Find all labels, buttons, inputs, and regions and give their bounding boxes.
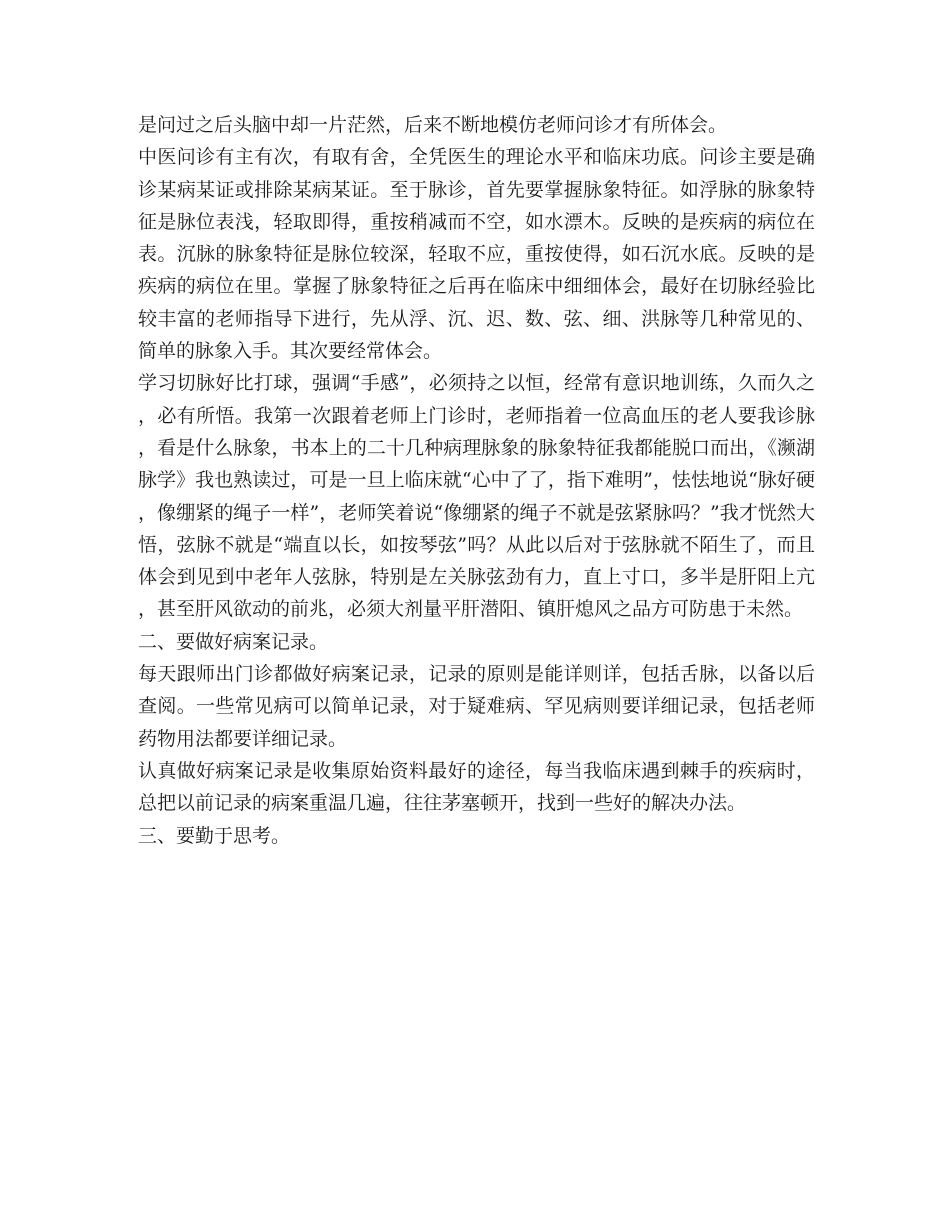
paragraph-5: 认真做好病案记录是收集原始资料最好的途径，每当我临床遇到棘手的疾病时，总把以前记录的病案重温几遍，往往茅塞顿开，找到一些好的解决办法。 <box>138 759 815 815</box>
section-heading-3: 三、要勤于思考。 <box>138 824 291 847</box>
document-body <box>138 109 815 852</box>
paragraph-2: 中医问诊有主有次，有取有舍，全凭医生的理论水平和临床功底。问诊主要是确诊某病某证或排除某病某证。至于脉诊，首先要掌握脉象特征。如浮脉的脉象特征是脉位表浅，轻取即得，重按稍减而不空，如水漂木。反映的是疾病的病位在表。沉脉的脉象特征是脉位较深，轻取不应，重按使得，如石沉水底。反映的是疾病的病位在里。掌握了脉象特征之后再在临床中细细体会，最好在切脉经验比较丰富的老师指导下进行，先从浮、沉、迟、数、弦、细、洪脉等几种常见的、简单的脉象入手。其次要经常体会。 <box>138 146 815 363</box>
paragraph-1: 是问过之后头脑中却一片茫然，后来不断地模仿老师问诊才有所体会。 <box>138 114 728 136</box>
paragraph-4: 每天跟师出门诊都做好病案记录，记录的原则是能详则详，包括舌脉，以备以后查阅。一些常见病可以简单记录，对于疑难病、罕见病则要详细记录，包括老师药物用法都要详细记录。 <box>138 663 815 750</box>
paragraph-3: 学习切脉好比打球，强调“手感”，必须持之以恒，经常有意识地训练，久而久之，必有所悟。我第一次跟着老师上门诊时，老师指着一位高血压的老人要我诊脉，看是什么脉象，书本上的二十几种病理脉象的脉象特征我都能脱口而出，《濒湖脉学》我也熟读过，可是一旦上临床就“心中了了，指下难明”，怯怯地说“脉好硬，像绷紧的绳子一样”，老师笑着说“像绷紧的绳子不就是弦紧脉吗？”我才恍然大悟，弦脉不就是“端直以长，如按琴弦”吗？从此以后对于弦脉就不陌生了，而且体会到见到中老年人弦脉，特别是左关脉弦劲有力，直上寸口，多半是肝阳上亢，甚至肝风欲动的前兆，必须大剂量平肝潜阳、镇肝熄风之品方可防患于未然。 <box>138 372 815 621</box>
section-heading-2: 二、要做好病案记录。 <box>138 630 329 653</box>
